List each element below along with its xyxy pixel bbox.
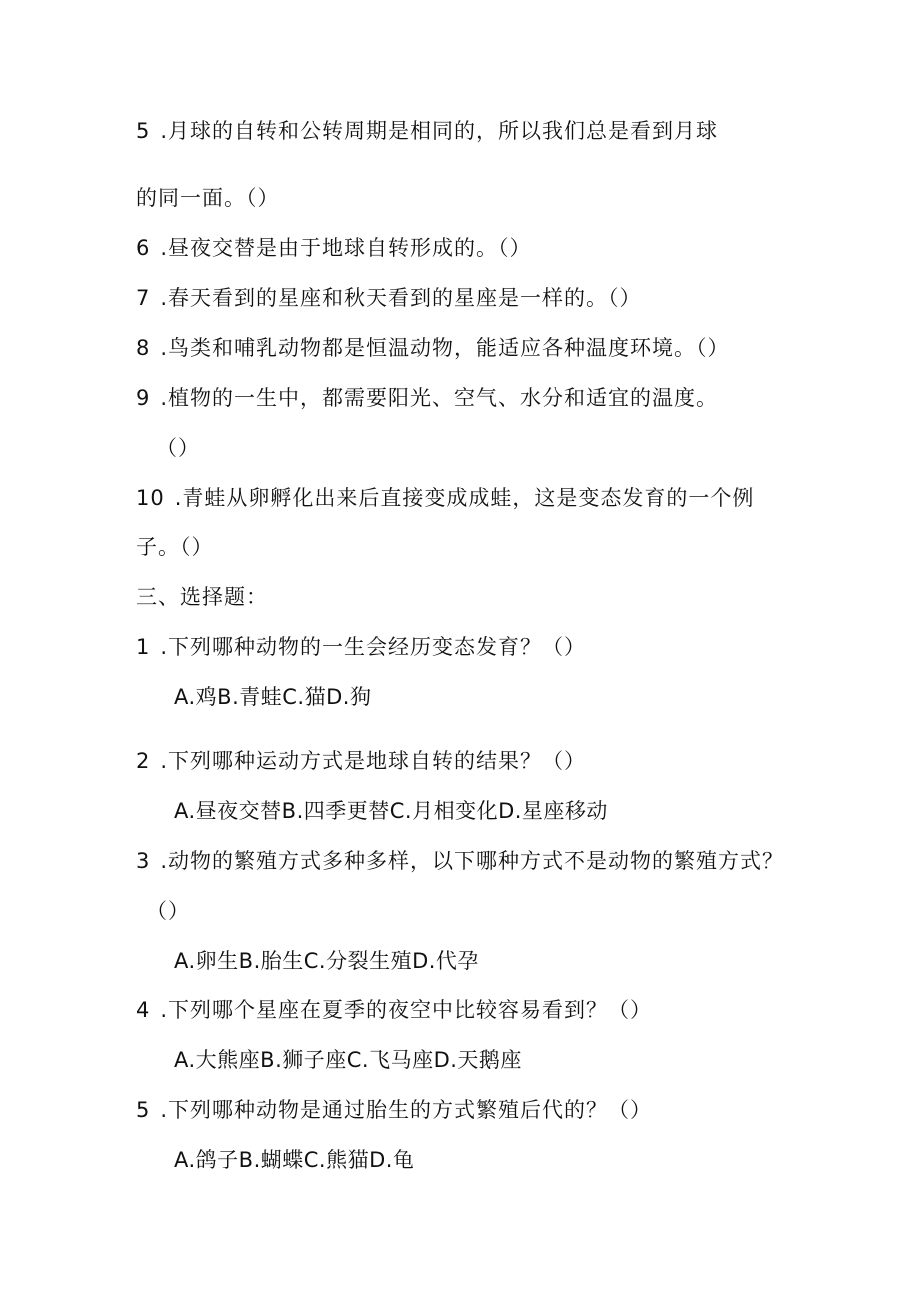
item-number: 6 xyxy=(136,236,151,260)
item-text: .昼夜交替是由于地球自转形成的。（） xyxy=(160,236,532,260)
choice-question-1 xyxy=(136,632,586,662)
section-heading-choice: 三、选择题： xyxy=(136,585,268,609)
item-number: 8 xyxy=(136,336,151,360)
choice-options-4: A.大熊座B.狮子座C.飞马座D.天鹅座 xyxy=(174,1048,522,1072)
choice-options-2: A.昼夜交替B.四季更替C.月相变化D.星座移动 xyxy=(174,799,608,823)
choice-question-3 xyxy=(136,846,784,876)
choice-options-5: A.鸽子B.蝴蝶C.熊猫D.龟 xyxy=(174,1148,415,1172)
question-text: .下列哪种运动方式是地球自转的结果？（） xyxy=(160,749,587,773)
item-text: .青蛙从卵孵化出来后直接变成成蛙，这是变态发育的一个例 xyxy=(174,486,755,510)
item-text: .月球的自转和公转周期是相同的，所以我们总是看到月球 xyxy=(160,119,719,143)
item-text: .鸟类和哺乳动物都是恒温动物，能适应各种温度环境。（） xyxy=(160,336,730,360)
question-number: 2 xyxy=(136,749,151,773)
judgment-item-9 xyxy=(136,383,718,413)
question-text: .下列哪个星座在夏季的夜空中比较容易看到？（） xyxy=(160,998,653,1022)
judgment-item-8 xyxy=(136,333,730,363)
question-text: .动物的繁殖方式多种多样，以下哪种方式不是动物的繁殖方式？ xyxy=(160,849,785,873)
choice-question-3-continuation: （） xyxy=(146,899,190,923)
question-number: 5 xyxy=(136,1098,151,1122)
judgment-item-7 xyxy=(136,283,642,313)
choice-options-1: A.鸡B.青蛙C.猫D.狗 xyxy=(174,685,372,709)
judgment-item-10-continuation: 子。（） xyxy=(136,535,214,559)
choice-question-2 xyxy=(136,746,586,776)
choice-options-3: A.卵生B.胎生C.分裂生殖D.代孕 xyxy=(174,949,479,973)
judgment-item-9-continuation: （） xyxy=(156,436,200,460)
question-number: 3 xyxy=(136,849,151,873)
question-number: 4 xyxy=(136,998,151,1022)
item-text: .春天看到的星座和秋天看到的星座是一样的。（） xyxy=(160,286,642,310)
choice-question-4 xyxy=(136,995,652,1025)
question-number: 1 xyxy=(136,635,151,659)
judgment-item-5-continuation: 的同一面。（） xyxy=(136,186,280,210)
item-number: 10 xyxy=(136,486,165,510)
judgment-item-6 xyxy=(136,233,532,263)
choice-question-5 xyxy=(136,1095,652,1125)
item-number: 7 xyxy=(136,286,151,310)
item-number: 5 xyxy=(136,119,151,143)
judgment-item-5 xyxy=(136,116,718,146)
item-number: 9 xyxy=(136,386,151,410)
question-text: .下列哪种动物的一生会经历变态发育？（） xyxy=(160,635,587,659)
question-text: .下列哪种动物是通过胎生的方式繁殖后代的？（） xyxy=(160,1098,653,1122)
item-text: .植物的一生中，都需要阳光、空气、水分和适宜的温度。 xyxy=(160,386,719,410)
judgment-item-10 xyxy=(136,483,754,513)
